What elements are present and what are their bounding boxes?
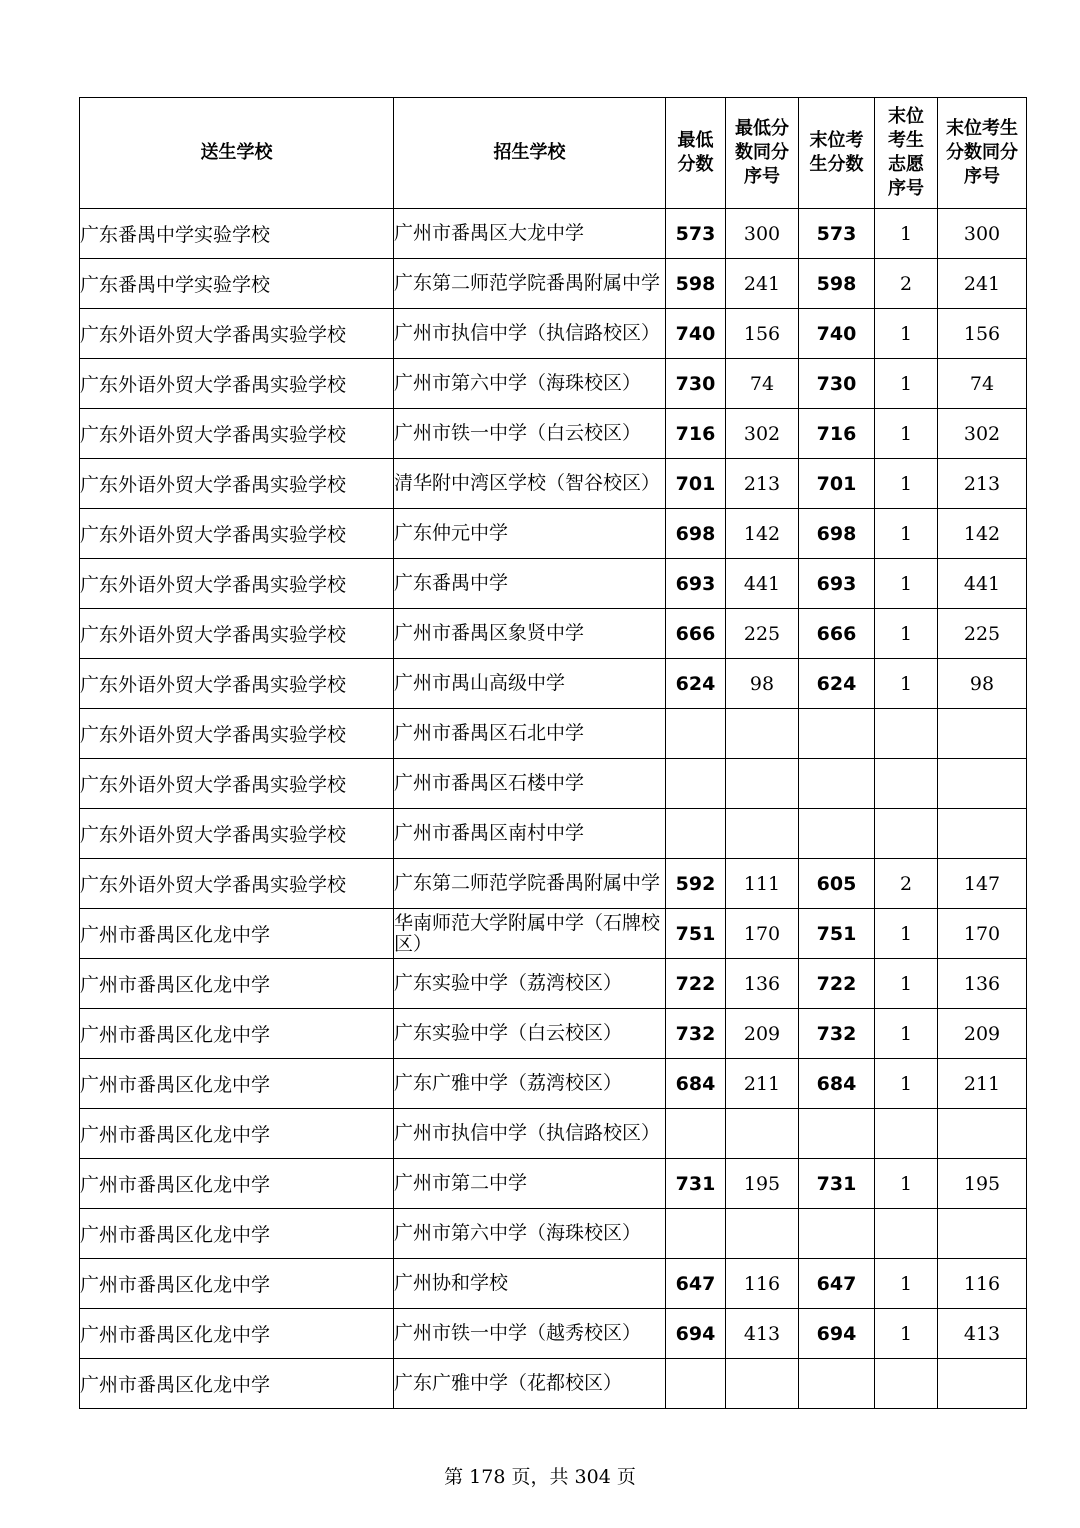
last-student-tie-rank-cell [938, 1359, 1027, 1409]
min-score-cell: 624 [666, 659, 726, 709]
admitting-school-cell: 广东实验中学（白云校区） [394, 1009, 666, 1059]
min-score-cell: 732 [666, 1009, 726, 1059]
last-student-score-cell: 716 [799, 409, 875, 459]
last-student-score-cell: 732 [799, 1009, 875, 1059]
admitting-school-cell: 清华附中湾区学校（智谷校区） [394, 459, 666, 509]
min-score-tie-rank-cell: 142 [726, 509, 799, 559]
min-score-tie-rank-cell: 225 [726, 609, 799, 659]
min-score-tie-rank-cell: 300 [726, 209, 799, 259]
admitting-school-cell: 广州市铁一中学（越秀校区） [394, 1309, 666, 1359]
last-student-choice-rank-cell: 1 [875, 1159, 938, 1209]
table-row [80, 659, 1027, 709]
admitting-school-cell: 广东广雅中学（花都校区） [394, 1359, 666, 1409]
last-student-choice-rank-cell [875, 1209, 938, 1259]
min-score-tie-rank-cell: 211 [726, 1059, 799, 1109]
admitting-school-cell: 广州市第六中学（海珠校区） [394, 1209, 666, 1259]
last-student-tie-rank-cell: 136 [938, 959, 1027, 1009]
table-header-row [80, 98, 1027, 209]
last-student-tie-rank-cell: 209 [938, 1009, 1027, 1059]
last-student-tie-rank-cell: 413 [938, 1309, 1027, 1359]
table-row [80, 359, 1027, 409]
header-last-student-choice-rank: 末位 考生 志愿 序号 [875, 98, 938, 209]
min-score-cell [666, 1209, 726, 1259]
sending-school-cell: 广东外语外贸大学番禺实验学校 [80, 809, 394, 859]
admitting-school-cell: 广东番禺中学 [394, 559, 666, 609]
admitting-school-cell: 广州市番禺区石北中学 [394, 709, 666, 759]
table-row [80, 1309, 1027, 1359]
last-student-tie-rank-cell: 241 [938, 259, 1027, 309]
min-score-tie-rank-cell: 213 [726, 459, 799, 509]
last-student-score-cell [799, 709, 875, 759]
min-score-cell: 722 [666, 959, 726, 1009]
min-score-cell [666, 1109, 726, 1159]
last-student-score-cell: 624 [799, 659, 875, 709]
min-score-tie-rank-cell [726, 1209, 799, 1259]
table-row [80, 409, 1027, 459]
min-score-cell [666, 709, 726, 759]
header-min-score-tie-rank: 最低分 数同分 序号 [726, 98, 799, 209]
last-student-tie-rank-cell: 156 [938, 309, 1027, 359]
last-student-score-cell [799, 1209, 875, 1259]
admitting-school-cell: 广州市铁一中学（白云校区） [394, 409, 666, 459]
admitting-school-cell: 广东第二师范学院番禺附属中学 [394, 859, 666, 909]
min-score-tie-rank-cell: 441 [726, 559, 799, 609]
last-student-score-cell: 573 [799, 209, 875, 259]
last-student-score-cell: 751 [799, 909, 875, 959]
last-student-score-cell: 694 [799, 1309, 875, 1359]
table-row [80, 559, 1027, 609]
last-student-score-cell: 666 [799, 609, 875, 659]
last-student-score-cell: 684 [799, 1059, 875, 1109]
min-score-cell: 573 [666, 209, 726, 259]
header-last-student-tie-rank: 末位考生 分数同分 序号 [938, 98, 1027, 209]
last-student-choice-rank-cell: 1 [875, 1009, 938, 1059]
last-student-choice-rank-cell [875, 809, 938, 859]
last-student-tie-rank-cell: 142 [938, 509, 1027, 559]
admitting-school-cell: 广州市番禺区南村中学 [394, 809, 666, 859]
admitting-school-cell: 华南师范大学附属中学（石牌校区） [394, 909, 666, 959]
min-score-tie-rank-cell: 302 [726, 409, 799, 459]
min-score-cell: 716 [666, 409, 726, 459]
last-student-choice-rank-cell: 1 [875, 509, 938, 559]
last-student-tie-rank-cell [938, 1109, 1027, 1159]
table-body [80, 209, 1027, 1409]
min-score-tie-rank-cell [726, 709, 799, 759]
sending-school-cell: 广州市番禺区化龙中学 [80, 1009, 394, 1059]
table-row [80, 1059, 1027, 1109]
last-student-choice-rank-cell: 1 [875, 459, 938, 509]
admission-score-table [79, 97, 1027, 1409]
admitting-school-cell: 广州市番禺区大龙中学 [394, 209, 666, 259]
last-student-choice-rank-cell: 2 [875, 859, 938, 909]
last-student-score-cell: 647 [799, 1259, 875, 1309]
last-student-score-cell: 605 [799, 859, 875, 909]
min-score-cell: 730 [666, 359, 726, 409]
table-row [80, 1009, 1027, 1059]
table-row [80, 309, 1027, 359]
min-score-cell [666, 759, 726, 809]
min-score-tie-rank-cell: 170 [726, 909, 799, 959]
sending-school-cell: 广州市番禺区化龙中学 [80, 1109, 394, 1159]
table-row [80, 859, 1027, 909]
admitting-school-cell: 广州市执信中学（执信路校区） [394, 1109, 666, 1159]
table-row [80, 759, 1027, 809]
last-student-tie-rank-cell: 211 [938, 1059, 1027, 1109]
last-student-choice-rank-cell: 1 [875, 1309, 938, 1359]
last-student-score-cell: 740 [799, 309, 875, 359]
min-score-cell: 598 [666, 259, 726, 309]
sending-school-cell: 广东外语外贸大学番禺实验学校 [80, 409, 394, 459]
last-student-tie-rank-cell: 195 [938, 1159, 1027, 1209]
last-student-tie-rank-cell: 300 [938, 209, 1027, 259]
last-student-tie-rank-cell [938, 709, 1027, 759]
sending-school-cell: 广东外语外贸大学番禺实验学校 [80, 709, 394, 759]
last-student-tie-rank-cell: 302 [938, 409, 1027, 459]
table-row [80, 209, 1027, 259]
min-score-tie-rank-cell [726, 759, 799, 809]
last-student-choice-rank-cell: 1 [875, 609, 938, 659]
last-student-choice-rank-cell: 1 [875, 659, 938, 709]
admitting-school-cell: 广东广雅中学（荔湾校区） [394, 1059, 666, 1109]
sending-school-cell: 广东外语外贸大学番禺实验学校 [80, 359, 394, 409]
min-score-cell: 740 [666, 309, 726, 359]
min-score-tie-rank-cell: 74 [726, 359, 799, 409]
admitting-school-cell: 广东仲元中学 [394, 509, 666, 559]
table-row [80, 509, 1027, 559]
min-score-cell: 751 [666, 909, 726, 959]
sending-school-cell: 广州市番禺区化龙中学 [80, 1159, 394, 1209]
min-score-tie-rank-cell: 413 [726, 1309, 799, 1359]
last-student-choice-rank-cell: 2 [875, 259, 938, 309]
sending-school-cell: 广州市番禺区化龙中学 [80, 1259, 394, 1309]
last-student-choice-rank-cell [875, 1359, 938, 1409]
sending-school-cell: 广东外语外贸大学番禺实验学校 [80, 609, 394, 659]
table-row [80, 1159, 1027, 1209]
sending-school-cell: 广州市番禺区化龙中学 [80, 1209, 394, 1259]
last-student-score-cell [799, 1109, 875, 1159]
last-student-tie-rank-cell [938, 809, 1027, 859]
last-student-choice-rank-cell: 1 [875, 1259, 938, 1309]
last-student-choice-rank-cell: 1 [875, 409, 938, 459]
last-student-choice-rank-cell [875, 759, 938, 809]
last-student-choice-rank-cell: 1 [875, 909, 938, 959]
min-score-tie-rank-cell: 156 [726, 309, 799, 359]
admitting-school-cell: 广州市番禺区石楼中学 [394, 759, 666, 809]
last-student-tie-rank-cell: 98 [938, 659, 1027, 709]
min-score-tie-rank-cell: 195 [726, 1159, 799, 1209]
last-student-score-cell [799, 1359, 875, 1409]
sending-school-cell: 广东番禺中学实验学校 [80, 209, 394, 259]
min-score-cell [666, 809, 726, 859]
header-last-student-score: 末位考 生分数 [799, 98, 875, 209]
last-student-score-cell [799, 759, 875, 809]
admitting-school-cell: 广东实验中学（荔湾校区） [394, 959, 666, 1009]
sending-school-cell: 广州市番禺区化龙中学 [80, 1359, 394, 1409]
min-score-tie-rank-cell [726, 809, 799, 859]
min-score-cell: 731 [666, 1159, 726, 1209]
min-score-cell: 693 [666, 559, 726, 609]
last-student-tie-rank-cell: 225 [938, 609, 1027, 659]
admitting-school-cell: 广州市第六中学（海珠校区） [394, 359, 666, 409]
last-student-choice-rank-cell: 1 [875, 559, 938, 609]
last-student-tie-rank-cell [938, 759, 1027, 809]
table-row [80, 609, 1027, 659]
min-score-tie-rank-cell: 98 [726, 659, 799, 709]
table-row [80, 259, 1027, 309]
last-student-tie-rank-cell: 74 [938, 359, 1027, 409]
min-score-cell: 684 [666, 1059, 726, 1109]
sending-school-cell: 广东外语外贸大学番禺实验学校 [80, 459, 394, 509]
last-student-tie-rank-cell [938, 1209, 1027, 1259]
page-number-footer: 第 178 页，共 304 页 [444, 1466, 636, 1488]
min-score-cell: 698 [666, 509, 726, 559]
sending-school-cell: 广东外语外贸大学番禺实验学校 [80, 659, 394, 709]
last-student-score-cell: 731 [799, 1159, 875, 1209]
last-student-tie-rank-cell: 213 [938, 459, 1027, 509]
last-student-score-cell: 701 [799, 459, 875, 509]
last-student-choice-rank-cell: 1 [875, 359, 938, 409]
last-student-score-cell: 730 [799, 359, 875, 409]
last-student-choice-rank-cell: 1 [875, 959, 938, 1009]
table-row [80, 809, 1027, 859]
sending-school-cell: 广州市番禺区化龙中学 [80, 959, 394, 1009]
admitting-school-cell: 广州市番禺区象贤中学 [394, 609, 666, 659]
last-student-score-cell: 693 [799, 559, 875, 609]
admitting-school-cell: 广州市执信中学（执信路校区） [394, 309, 666, 359]
min-score-tie-rank-cell: 116 [726, 1259, 799, 1309]
last-student-tie-rank-cell: 147 [938, 859, 1027, 909]
admitting-school-cell: 广东第二师范学院番禺附属中学 [394, 259, 666, 309]
table-row [80, 1109, 1027, 1159]
last-student-tie-rank-cell: 116 [938, 1259, 1027, 1309]
admitting-school-cell: 广州市禺山高级中学 [394, 659, 666, 709]
min-score-cell: 666 [666, 609, 726, 659]
table-row [80, 909, 1027, 959]
last-student-choice-rank-cell [875, 1109, 938, 1159]
last-student-choice-rank-cell: 1 [875, 209, 938, 259]
last-student-score-cell: 722 [799, 959, 875, 1009]
min-score-tie-rank-cell: 241 [726, 259, 799, 309]
table-row [80, 1259, 1027, 1309]
table-row [80, 709, 1027, 759]
table-row [80, 1209, 1027, 1259]
sending-school-cell: 广州市番禺区化龙中学 [80, 1059, 394, 1109]
header-min-score: 最低 分数 [666, 98, 726, 209]
sending-school-cell: 广东外语外贸大学番禺实验学校 [80, 309, 394, 359]
table-row [80, 959, 1027, 1009]
sending-school-cell: 广州市番禺区化龙中学 [80, 1309, 394, 1359]
last-student-choice-rank-cell: 1 [875, 1059, 938, 1109]
sending-school-cell: 广东外语外贸大学番禺实验学校 [80, 759, 394, 809]
sending-school-cell: 广东外语外贸大学番禺实验学校 [80, 509, 394, 559]
min-score-cell: 592 [666, 859, 726, 909]
min-score-tie-rank-cell: 111 [726, 859, 799, 909]
table-row [80, 459, 1027, 509]
sending-school-cell: 广东外语外贸大学番禺实验学校 [80, 859, 394, 909]
min-score-tie-rank-cell: 209 [726, 1009, 799, 1059]
min-score-cell [666, 1359, 726, 1409]
min-score-tie-rank-cell [726, 1359, 799, 1409]
last-student-tie-rank-cell: 441 [938, 559, 1027, 609]
last-student-choice-rank-cell [875, 709, 938, 759]
admitting-school-cell: 广州协和学校 [394, 1259, 666, 1309]
last-student-score-cell: 698 [799, 509, 875, 559]
min-score-cell: 701 [666, 459, 726, 509]
admitting-school-cell: 广州市第二中学 [394, 1159, 666, 1209]
sending-school-cell: 广东外语外贸大学番禺实验学校 [80, 559, 394, 609]
sending-school-cell: 广州市番禺区化龙中学 [80, 909, 394, 959]
last-student-score-cell: 598 [799, 259, 875, 309]
header-sending-school: 送生学校 [80, 98, 394, 209]
last-student-choice-rank-cell: 1 [875, 309, 938, 359]
last-student-score-cell [799, 809, 875, 859]
sending-school-cell: 广东番禺中学实验学校 [80, 259, 394, 309]
table-row [80, 1359, 1027, 1409]
min-score-tie-rank-cell [726, 1109, 799, 1159]
min-score-tie-rank-cell: 136 [726, 959, 799, 1009]
last-student-tie-rank-cell: 170 [938, 909, 1027, 959]
min-score-cell: 694 [666, 1309, 726, 1359]
header-admitting-school: 招生学校 [394, 98, 666, 209]
min-score-cell: 647 [666, 1259, 726, 1309]
